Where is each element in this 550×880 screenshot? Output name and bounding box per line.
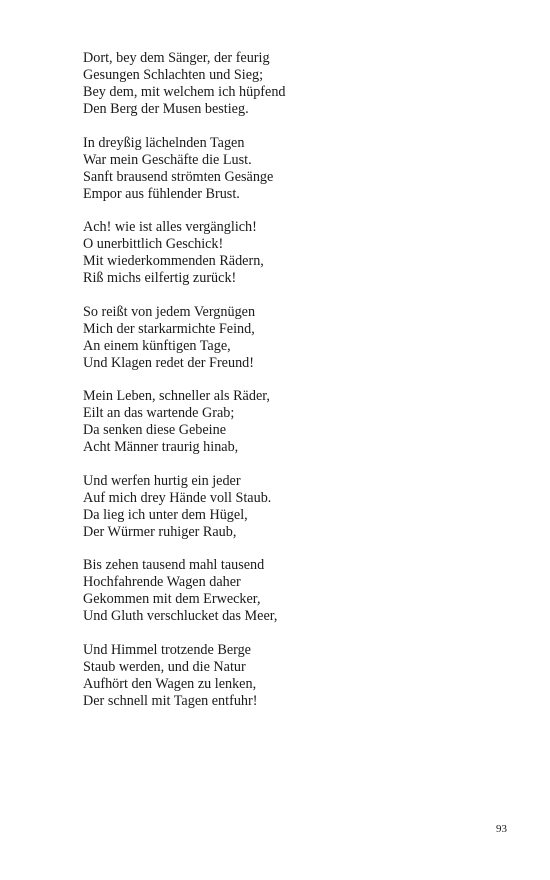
poem-line: Empor aus fühlender Brust. bbox=[83, 185, 240, 202]
poem-line: In dreyßig lächelnden Tagen bbox=[83, 134, 245, 151]
poem-line: Eilt an das wartende Grab; bbox=[83, 405, 235, 421]
poem-line: Mein Leben, schneller als Räder, bbox=[83, 388, 270, 404]
poem-line: Dort, bey dem Sänger, der feurig bbox=[83, 50, 270, 66]
poem-line: Gekommen mit dem Erwecker, bbox=[83, 591, 261, 607]
poem-line: Gesungen Schlachten und Sieg; bbox=[83, 67, 264, 83]
poem-line: Den Berg der Musen bestieg. bbox=[83, 101, 249, 117]
stanza-1 bbox=[83, 50, 503, 118]
poem-line: Aufhört den Wagen zu lenken, bbox=[83, 675, 257, 692]
poem-line: Da senken diese Gebeine bbox=[83, 422, 226, 438]
stanza-3 bbox=[83, 219, 503, 287]
poem bbox=[83, 50, 503, 726]
stanza-4 bbox=[83, 304, 503, 372]
poem-line: Acht Männer traurig hinab, bbox=[83, 439, 239, 455]
poem-line: Riß michs eilfertig zurück! bbox=[83, 270, 237, 286]
poem-line: Bis zehen tausend mahl tausend bbox=[83, 557, 265, 573]
poem-line: An einem künftigen Tage, bbox=[83, 337, 231, 354]
poem-line: O unerbittlich Geschick! bbox=[83, 236, 224, 252]
poem-line: War mein Geschäfte die Lust. bbox=[83, 151, 252, 168]
poem-line: Mich der starkarmichte Feind, bbox=[83, 320, 255, 337]
poem-line: Und Klagen redet der Freund! bbox=[83, 354, 254, 371]
poem-line: Auf mich drey Hände voll Staub. bbox=[83, 489, 272, 506]
poem-line: Der schnell mit Tagen entfuhr! bbox=[83, 692, 258, 709]
poem-line: Der Würmer ruhiger Raub, bbox=[83, 523, 237, 540]
poem-line: Hochfahrende Wagen daher bbox=[83, 574, 241, 590]
poem-line: Und werfen hurtig ein jeder bbox=[83, 472, 241, 489]
stanza-6 bbox=[83, 473, 503, 541]
page-number: 93 bbox=[496, 823, 507, 835]
poem-line: Und Gluth verschlucket das Meer, bbox=[83, 608, 278, 624]
poem-line: Bey dem, mit welchem ich hüpfend bbox=[83, 84, 286, 100]
stanza-7 bbox=[83, 557, 503, 625]
poem-line: Ach! wie ist alles vergänglich! bbox=[83, 219, 257, 235]
poem-line: Da lieg ich unter dem Hügel, bbox=[83, 506, 248, 523]
stanza-8 bbox=[83, 642, 503, 710]
stanza-2 bbox=[83, 135, 503, 203]
poem-line: Sanft brausend strömten Gesänge bbox=[83, 168, 274, 185]
poem-line: So reißt von jedem Vergnügen bbox=[83, 303, 256, 320]
poem-line: Staub werden, und die Natur bbox=[83, 658, 246, 675]
poem-line: Mit wiederkommenden Rädern, bbox=[83, 253, 264, 269]
poem-line: Und Himmel trotzende Berge bbox=[83, 641, 251, 658]
stanza-5 bbox=[83, 388, 503, 456]
